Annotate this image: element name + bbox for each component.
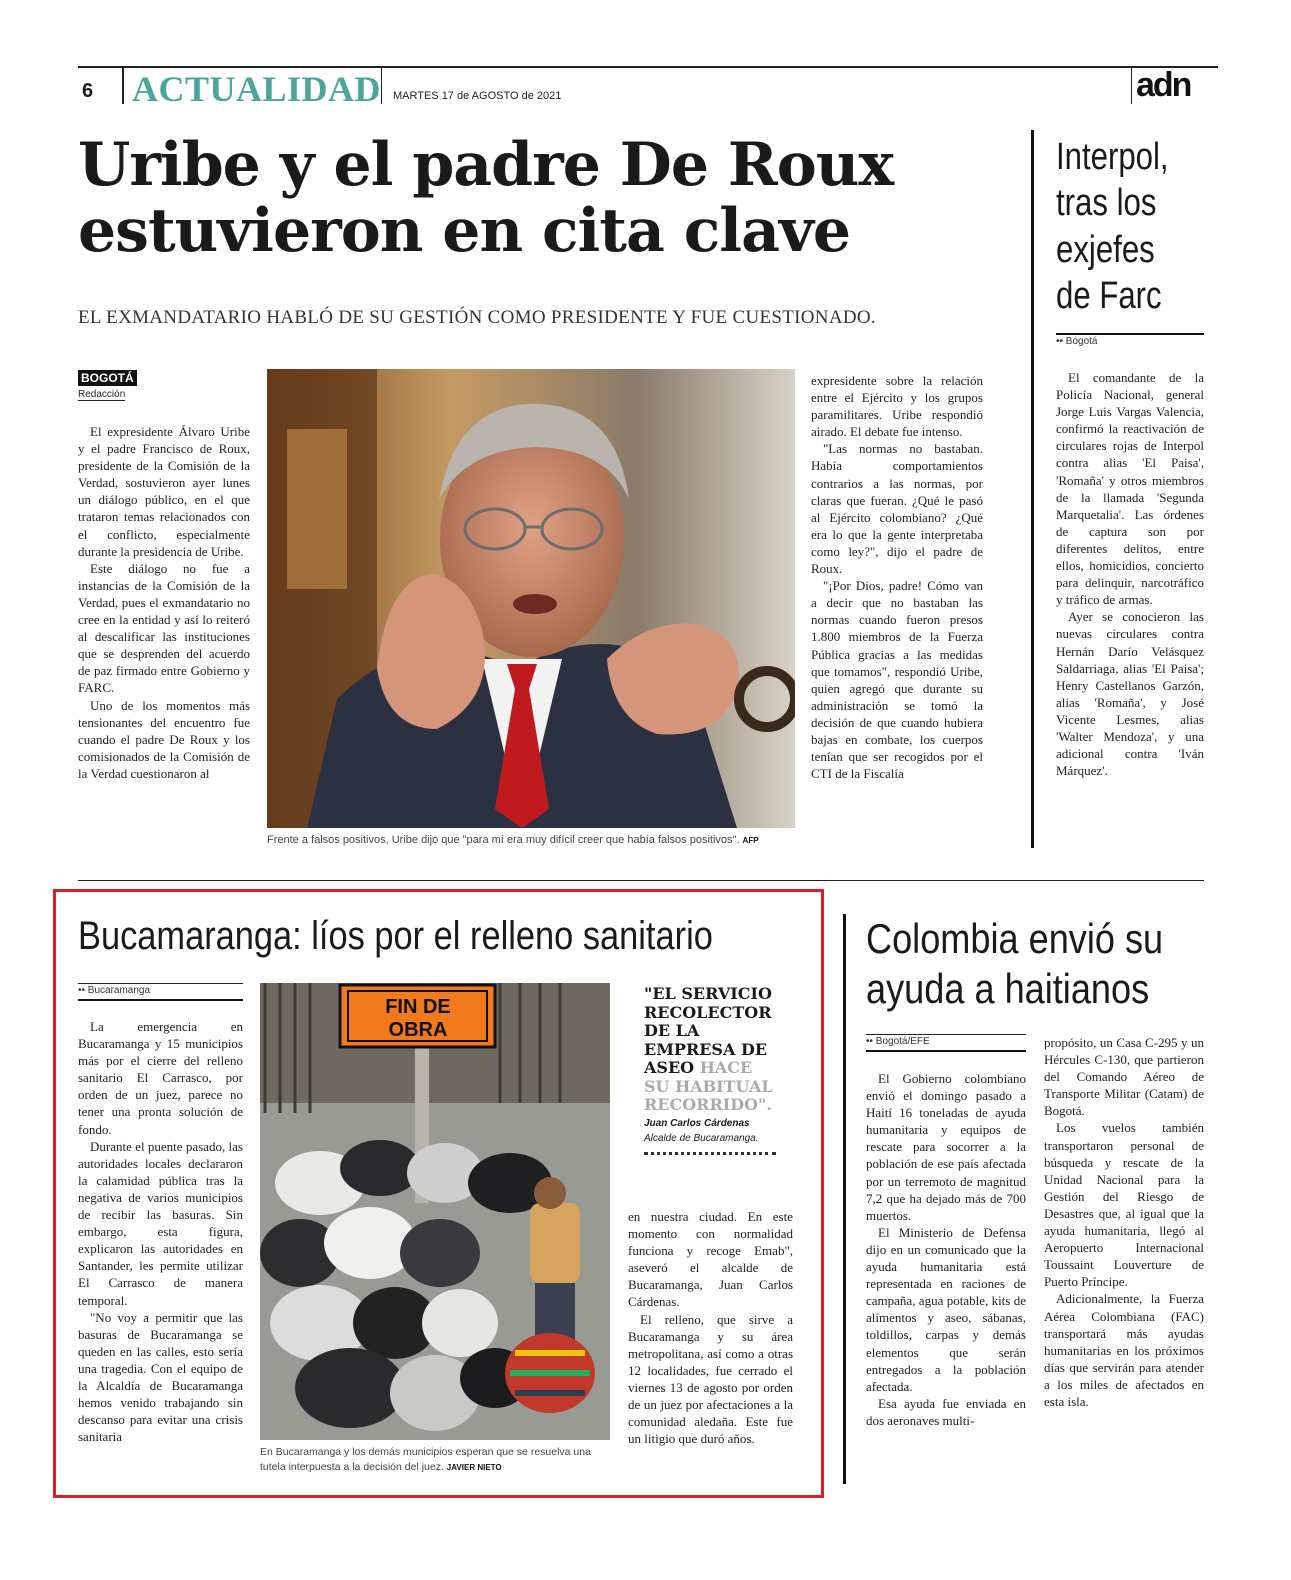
paragraph: El relleno, que sirve a Bucaramanga y su área metropolitana, así como a otras 12 localidades, fue cerrado el viernes 13 de agosto por orden de un juez por afectaciones a la comunidad aledaña. Este fue un litigio que duró años. [628,1311,793,1447]
pull-quote-main: "EL SERVICIO RECOLECTOR DE LA EMPRESA DE ASEO [644,984,772,1077]
colombia-headline: Colombia envió su ayuda a haitianos [866,915,1164,1013]
main-column-3 [811,372,983,782]
bucaramanga-place: •• Bucaramanga [78,985,151,996]
garbage-photo-illustration [260,983,610,1440]
pull-quote-grey: HACE SU HABITUAL RECORRIDO". [644,1058,773,1114]
place-rule [866,1050,1026,1052]
quote-author: Juan Carlos Cárdenas [644,1118,750,1129]
caption-text: Frente a falsos positivos, Uribe dijo que "para mí era muy difícil creer que había falsos positivos". [267,834,740,846]
dotted-divider [644,1152,776,1155]
issue-date: MARTES 17 de AGOSTO de 2021 [393,90,562,102]
masthead-divider [1131,68,1132,104]
paragraph: "No voy a permitir que las basuras de Bucaramanga se queden en las calles, esto sería una tragedia. Con el equipo de la Alcaldía de Bucaramanga hemos venido trabajando sin descanso para evitar una crisis sanitaria [78,1309,243,1445]
uribe-photo [267,369,795,828]
bucaramanga-photo-caption [260,1445,612,1475]
paragraph: Durante el puente pasado, las autoridades locales declararon la calamidad pública tras la negativa de varios municipios de recibir las basuras. Sin embargo, esta figura, explicaron las autoridades en Santander, les permite utilizar El Carrasco de manera temporal. [78,1138,243,1308]
paragraph: Los vuelos también transportaron personal de búsqueda y rescate de la Unidad Nacional para la Gestión del Riesgo de Desastres que, al igual que la ayuda humanitaria, llegó al Aeropuerto Internacional Toussaint Louverture de Puerto Príncipe. [1044,1120,1204,1290]
paragraph: Este diálogo no fue a instancias de la Comisión de la Verdad, pues el exmandatario no cree en la entidad y así lo reiteró al descalificar las instituciones que se desprenden del acuerdo de paz firmado entre Gobierno y FARC. [78,560,250,696]
page-number: 6 [82,80,94,102]
paragraph: El expresidente Álvaro Uribe y el padre Francisco de Roux, presidente de la Comisión de la Verdad, sostuvieron ayer lunes un diálogo público, en el que trataron temas relacionados con el conflicto, especialmente durante la presidencia de Uribe. [78,424,250,559]
bucaramanga-column-1 [78,1018,243,1445]
place-rule [78,983,243,984]
quote-role: Alcalde de Bucaramanga. [644,1133,759,1144]
section-title: ACTUALIDAD [132,69,382,109]
colombia-rule [843,914,846,1484]
section-divider [78,880,1204,881]
main-byline: Redacción [78,389,126,400]
masthead-divider [122,68,124,104]
paragraph: expresidente sobre la relación entre el Ejército y los grupos paramilitares. Uribe respondió airado. El debate fue intenso. [811,373,983,440]
main-column-1 [78,423,250,782]
sidebar-place: •• Bogotá [1056,336,1098,347]
colombia-column-2 [1044,1034,1204,1410]
paragraph: Ayer se conocieron las nuevas circulares contra Hernán Darío Velásquez Saldarriaga, alias 'El Paisa'; Henry Castellanos Garzón, alias 'Romaña', y José Vicente Lesmes, alias 'Walter Mendoza', y una adicional contra 'Iván Márquez'. [1056,609,1204,779]
sidebar-place-rule [1056,333,1204,335]
paragraph: El comandante de la Policía Nacional, general Jorge Luis Vargas Valencia, confirmó la reactivación de circulares rojas de Interpol contra alias 'El Paisa', 'Romaña' y otros miembros de la llamada 'Segunda Marquetalia'. Las órdenes de captura son por diferentes delitos, entre ellos, homicidios, concierto para delinquir, narcotráfico y tráfico de armas. [1056,370,1204,608]
bucaramanga-column-3 [628,1208,793,1447]
place-rule [866,1034,1026,1035]
adn-logo: adn [1136,66,1191,104]
paragraph: Esa ayuda fue enviada en dos aeronaves multi- [866,1395,1026,1428]
photo-credit: AFP [742,836,759,845]
paragraph: "¡Por Dios, padre! Cómo van a decir que no bastaban las normas cuando fueron presos 1.800 miembros de la Fuerza Pública gracias a las medidas que tomamos", respondió Uribe, quien agregó que durante su administración se tomó la decisión de que cuando hubiera bajas en combate, los cuerpos tenían que ser recogidos por el CTI de la Fiscalía [811,578,983,782]
main-place-tag: BOGOTÁ [78,370,137,386]
uribe-photo-illustration [267,369,795,828]
paragraph: propósito, un Casa C-295 y un Hércules C-130, que partieron del Comando Aéreo de Transporte Militar (Catam) de Bogotá. [1044,1035,1204,1119]
colombia-place: •• Bogotá/EFE [866,1036,930,1047]
main-headline: Uribe y el padre De Roux estuvieron en cita clave [78,130,894,266]
main-deck: EL EXMANDATARIO HABLÓ DE SU GESTIÓN COMO PRESIDENTE Y FUE CUESTIONADO. [78,307,876,328]
garbage-photo [260,983,610,1440]
sign-text: OBRA [388,1019,448,1041]
paragraph: El Ministerio de Defensa dijo en un comunicado que la ayuda humanitaria está representada en raciones de campaña, agua potable, kits de alimentos y aseo, sábanas, toldillos, carpas y demás elementos que serán entregados a la población afectada. [866,1224,1026,1394]
sidebar-rule [1031,130,1034,848]
sign-text: FIN DE [385,996,451,1018]
paragraph: en nuestra ciudad. En este momento con normalidad funciona y recoge Emab", aseveró el alcalde de Bucaramanga, Juan Carlos Cárdenas. [628,1209,793,1310]
paragraph: "Las normas no bastaban. Había comportamientos contrarios a las normas, por claras que fueran. ¿Qué le pasó al Ejército colombiano? ¿Qué era lo que la gente interpretaba como ley?", dijo el padre de Roux. [811,441,983,577]
paragraph: Adicionalmente, la Fuerza Aérea Colombiana (FAC) transportará más ayudas humanitarias en los próximos días que servirán para atender a los miles de afectados en esta isla. [1044,1291,1204,1409]
paragraph: La emergencia en Bucaramanga y 15 municipios más por el cierre del relleno sanitario El Carrasco, por orden de un juez, parece no tener una pronta solución de fondo. [78,1019,243,1137]
caption-text: En Bucaramanga y los demás municipios esperan que se resuelva una tutela interpuesta a la decisión del juez. [260,1446,591,1473]
bucaramanga-headline: Bucamaranga: líos por el relleno sanitario [78,914,713,958]
masthead-divider [381,68,382,104]
colombia-column-1 [866,1070,1026,1429]
main-photo-caption [267,834,795,846]
sidebar-body [1056,369,1204,779]
paragraph: Uno de los momentos más tensionantes del encuentro fue cuando el padre De Roux y los comisionados de la Comisión de la Verdad cuestionaron al [78,697,250,781]
photo-credit: JAVIER NIETO [446,1463,502,1472]
pull-quote [644,985,778,1115]
sidebar-headline: Interpol, tras los exjefes de Farc [1056,136,1169,318]
paragraph: El Gobierno colombiano envió el domingo pasado a Haití 16 toneladas de ayuda humanitaria y equipos de rescate para socorrer a la población de ese país afectada por un terremoto de magnitud 7,2 que ha dejado más de 700 muertos. [866,1071,1026,1223]
place-rule [78,999,243,1001]
